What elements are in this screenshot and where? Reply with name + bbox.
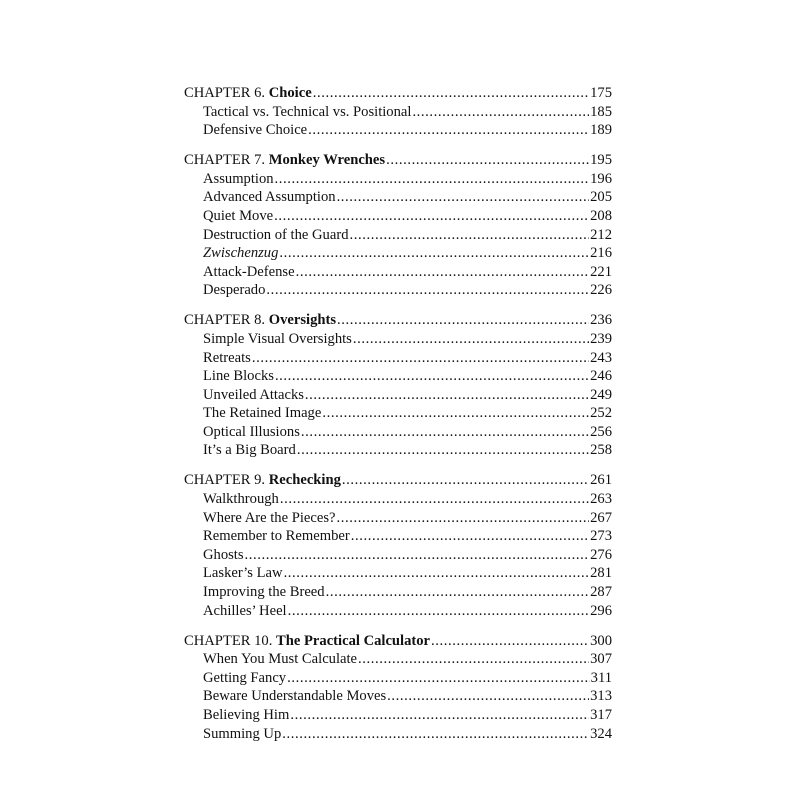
dot-leader [245,546,590,565]
chapter-heading-row[interactable] [184,311,612,330]
section-row[interactable] [184,583,612,602]
chapter-heading [184,471,341,490]
section-row[interactable] [184,188,612,207]
section-title: When You Must Calculate [203,651,358,668]
page-number: 205 [590,189,612,206]
section-row[interactable] [184,263,612,282]
section-title: Remember to Remember [203,528,350,545]
section-title [203,244,278,263]
dot-leader [342,471,589,490]
section-row[interactable] [184,170,612,189]
dot-leader [387,687,589,706]
chapter-heading [184,632,430,651]
chapter-title: Monkey Wrenches [268,152,386,169]
section-row[interactable] [184,121,612,140]
section-row[interactable] [184,349,612,368]
dot-leader [282,725,589,744]
section-row[interactable] [184,330,612,349]
page-number: 249 [590,386,612,403]
section-row[interactable] [184,602,612,621]
section-row[interactable] [184,281,612,300]
dot-leader [337,188,590,207]
page-number: 208 [590,207,612,224]
section-row[interactable] [184,564,612,583]
page-number: 246 [590,368,612,385]
page-number: 195 [590,152,612,169]
chapter-heading-row[interactable] [184,84,612,103]
section-title: Quiet Move [203,207,274,224]
section-row[interactable] [184,367,612,386]
chapter-title: Rechecking [268,472,341,489]
section-title: Beware Understandable Moves [203,688,387,705]
section-title: Desperado [203,282,266,299]
section-title: Tactical vs. Technical vs. Positional [203,103,412,120]
page-number: 212 [590,226,612,243]
section-row[interactable] [184,546,612,565]
section-row[interactable] [184,244,612,263]
section-title: Achilles’ Heel [203,602,287,619]
dot-leader [322,404,589,423]
chapter-title: Oversights [268,312,337,329]
section-title: Simple Visual Oversights [203,330,352,347]
section-title: Where Are the Pieces? [203,509,336,526]
dot-leader [386,151,589,170]
page-number: 287 [590,584,612,601]
page-number: 263 [590,491,612,508]
section-row[interactable] [184,490,612,509]
dot-leader [297,441,589,460]
section-title: Believing Him [203,706,290,723]
dot-leader [337,509,590,528]
chapter-prefix: CHAPTER 7. [184,152,269,169]
page-number: 243 [590,349,612,366]
section-row[interactable] [184,527,612,546]
page-number: 296 [590,602,612,619]
section-row[interactable] [184,386,612,405]
section-row[interactable] [184,687,612,706]
dot-leader [279,244,589,263]
page-number: 307 [590,651,612,668]
page-number: 185 [590,103,612,120]
page-number: 317 [590,706,612,723]
dot-leader [287,669,590,688]
chapter-title: Choice [268,85,312,101]
dot-leader [274,207,589,226]
chapter-heading-row[interactable] [184,471,612,490]
dot-leader [266,281,589,300]
chapter-prefix: CHAPTER 9. [184,472,269,489]
page-number: 267 [590,509,612,526]
chapter-prefix: CHAPTER 10. [184,632,277,649]
section-title: Summing Up [203,725,282,742]
section-title: Destruction of the Guard [203,226,349,243]
dot-leader [284,564,590,583]
page-number: 273 [590,528,612,545]
section-row[interactable] [184,226,612,245]
table-of-contents [184,84,612,755]
page-number: 261 [590,472,612,489]
dot-leader [296,263,590,282]
section-row[interactable] [184,706,612,725]
section-row[interactable] [184,103,612,122]
dot-leader [290,706,589,725]
page-number: 175 [590,85,612,101]
dot-leader [275,170,590,189]
section-title: Lasker’s Law [203,565,283,582]
page-number: 236 [590,312,612,329]
dot-leader [412,103,589,122]
dot-leader [313,84,589,103]
section-title: Improving the Breed [203,584,325,601]
dot-leader [358,650,589,669]
dot-leader [337,311,589,330]
section-row[interactable] [184,725,612,744]
page-number: 256 [590,423,612,440]
dot-leader [305,386,589,405]
section-title: Getting Fancy [203,669,287,686]
section-row[interactable] [184,669,612,688]
page-number: 313 [590,688,612,705]
page-number: 258 [590,442,612,459]
section-row[interactable] [184,650,612,669]
section-row[interactable] [184,441,612,460]
chapter-10 [184,632,612,744]
page-number: 196 [590,170,612,187]
section-title: Attack-Defense [203,263,295,280]
chapter-prefix: CHAPTER 6. [184,85,269,101]
dot-leader [301,423,589,442]
section-title: Walkthrough [203,491,279,508]
chapter-heading-row[interactable] [184,632,612,651]
section-title: It’s a Big Board [203,442,296,459]
chapter-heading [184,311,336,330]
section-title-italic: Zwischenzug [203,245,279,262]
chapter-6 [184,84,612,140]
dot-leader [288,602,590,621]
page-number: 311 [590,669,612,686]
chapter-title: The Practical Calculator [276,632,431,649]
page-number: 252 [590,405,612,422]
chapter-9 [184,471,612,620]
section-row[interactable] [184,423,612,442]
dot-leader [252,349,589,368]
dot-leader [350,226,590,245]
dot-leader [308,121,589,140]
chapter-prefix: CHAPTER 8. [184,312,269,329]
chapter-7 [184,151,612,300]
section-row[interactable] [184,207,612,226]
page-number: 324 [590,725,612,742]
page-number: 216 [590,245,612,262]
dot-leader [353,330,589,349]
chapter-8 [184,311,612,460]
section-title: Line Blocks [203,368,274,385]
chapter-heading [184,151,385,170]
section-title: Retreats [203,349,251,366]
section-row[interactable] [184,404,612,423]
page-number: 239 [590,330,612,347]
page-number: 221 [590,263,612,280]
page-number: 189 [590,122,612,139]
section-title: The Retained Image [203,405,322,422]
section-title: Optical Illusions [203,423,300,440]
section-title: Unveiled Attacks [203,386,304,403]
page-number: 281 [590,565,612,582]
chapter-heading-row[interactable] [184,151,612,170]
dot-leader [326,583,590,602]
dot-leader [280,490,589,509]
page-number: 276 [590,546,612,563]
dot-leader [351,527,589,546]
section-title: Defensive Choice [203,122,308,139]
dot-leader [431,632,589,651]
section-title: Assumption [203,170,274,187]
section-row[interactable] [184,509,612,528]
page-number: 226 [590,282,612,299]
page-number: 300 [590,632,612,649]
dot-leader [275,367,589,386]
section-title: Ghosts [203,546,244,563]
section-title: Advanced Assumption [203,189,336,206]
chapter-heading [184,84,312,103]
